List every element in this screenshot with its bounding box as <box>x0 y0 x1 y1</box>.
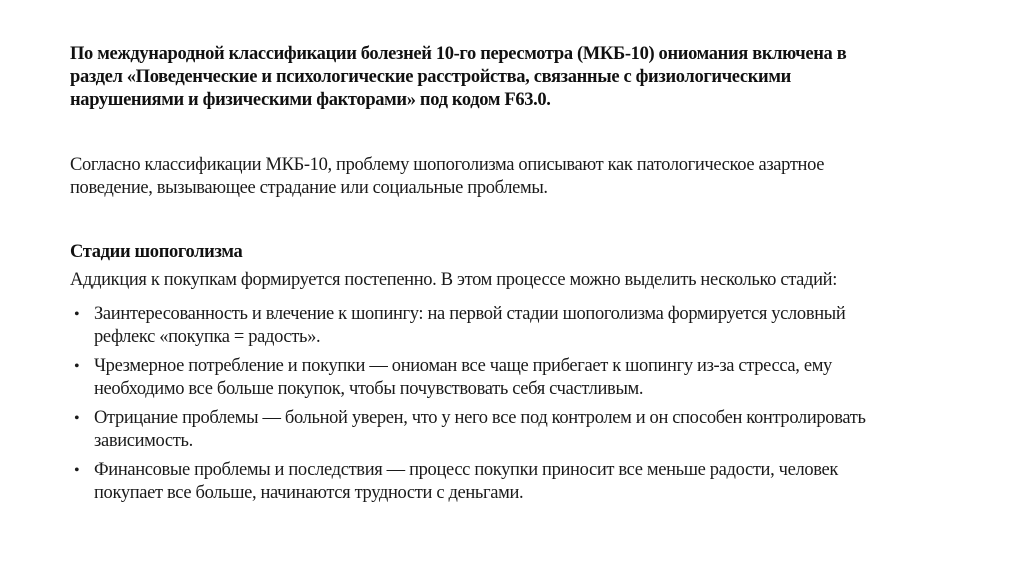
bullet-icon: • <box>74 410 80 427</box>
intro-line: По международной классификации болезней 10-го пересмотра (МКБ-10) ониомания включена в <box>70 44 847 64</box>
section-heading: Стадии шопоголизма <box>70 242 243 262</box>
list-item-line: зависимость. <box>94 431 193 451</box>
stages-intro: Аддикция к покупкам формируется постепенно. В этом процессе можно выделить несколько стадий: <box>70 270 837 290</box>
list-item-line: Заинтересованность и влечение к шопингу: на первой стадии шопоголизма формируется условный <box>94 304 846 324</box>
list-item-line: необходимо все больше покупок, чтобы почувствовать себя счастливым. <box>94 379 644 399</box>
list-item-line: покупает все больше, начинаются трудности с деньгами. <box>94 483 524 503</box>
bullet-icon: • <box>74 462 80 479</box>
list-item-line: Чрезмерное потребление и покупки — ониоман все чаще прибегает к шопингу из-за стресса, ему <box>94 356 832 376</box>
classification-line: Согласно классификации МКБ-10, проблему шопоголизма описывают как патологическое азартное <box>70 155 825 175</box>
list-item-line: Отрицание проблемы — больной уверен, что у него все под контролем и он способен контролировать <box>94 408 866 428</box>
classification-line: поведение, вызывающее страдание или социальные проблемы. <box>70 178 548 198</box>
bullet-icon: • <box>74 306 80 323</box>
bullet-icon: • <box>74 358 80 375</box>
intro-line: нарушениями и физическими факторами» под кодом F63.0. <box>70 90 551 110</box>
intro-line: раздел «Поведенческие и психологические расстройства, связанные с физиологическими <box>70 67 791 87</box>
list-item-line: рефлекс «покупка = радость». <box>94 327 321 347</box>
list-item-line: Финансовые проблемы и последствия — процесс покупки приносит все меньше радости, человек <box>94 460 839 480</box>
